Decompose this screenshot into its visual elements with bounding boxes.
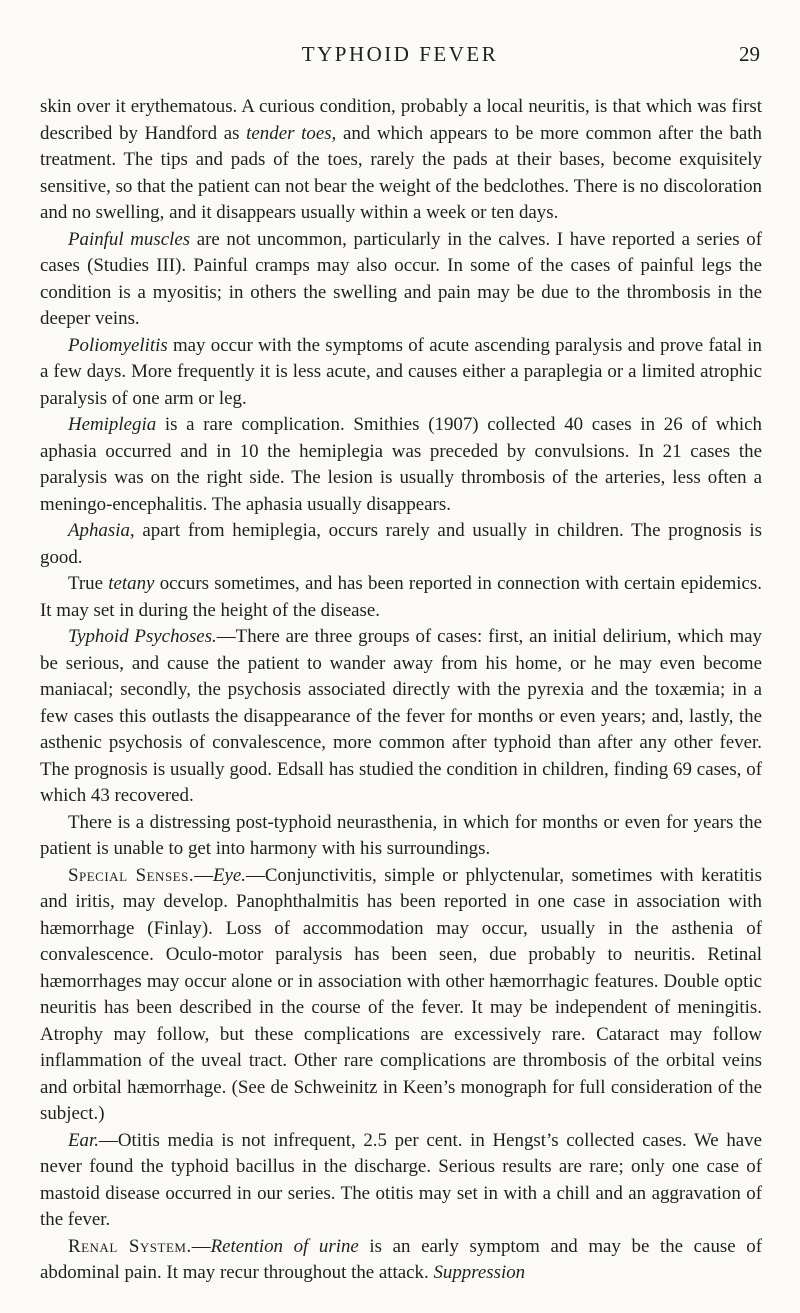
text-run: —There are three groups of cases: first, an initial delirium, which may be serious, and cause the patient to wander away from his home, or he may even become maniacal; secondly, the psychosis associated directly with the pyrexia and the toxæmia; in a few cases this outlasts the disappearance of the fever for months or even years; and, lastly, the asthenic psychosis of convalescence, more common after typhoid than after any other fever. The prognosis is usually good. Edsall has studied the condition in children, finding 69 cases, of which 43 recovered. <box>40 626 762 806</box>
text-run: There is a distressing post-typhoid neurasthenia, in which for months or even for years the patient is unable to get into harmony with his surroundings. <box>40 811 762 859</box>
section-heading: Renal System. <box>68 1235 192 1257</box>
text-run: skin over it erythematous. A curious condition, probably a local neuritis, is that which was first described by Handford as <box>40 96 762 144</box>
text-run: —Conjunctivitis, simple or phlyctenular, sometimes with keratitis and iritis, may develop. Panophthalmitis has been reported in one case in association with hæmorrhage (Finlay). Loss of accommodation may occur, usually in the asthenia of convalescence. Oculo-motor paralysis has been seen, due probably to neuritis. Retinal hæmorrhages may occur alone or in association with other hæmorrhagic features. Double optic neuritis has been described in the course of the fever. It may be independent of meningitis. Atrophy may follow, but these complications are excessively rare. Cataract may follow inflammation of the uveal tract. Other rare complications are thrombosis of the orbital veins and orbital hæmorrhage. (See de Schweinitz in Keen’s monograph for full consideration of the subject.) <box>40 864 763 1124</box>
italic-term: Eye. <box>212 864 246 886</box>
italic-term: Retention of urine <box>210 1235 359 1257</box>
page-header <box>40 42 760 72</box>
italic-term: Ear. <box>68 1129 99 1151</box>
text-run: —Otitis media is not infrequent, 2.5 per cent. in Hengst’s collected cases. We have never found the typhoid bacillus in the discharge. Serious results are rare; only one case of mastoid disease occurred in our series. The otitis may set in with a chill and an aggravation of the fever. <box>40 1129 762 1230</box>
paragraph-painful-muscles <box>40 227 762 333</box>
italic-term: Suppression <box>433 1262 526 1283</box>
text-run: True <box>68 573 109 594</box>
italic-term: Aphasia, <box>68 520 135 541</box>
text-run: apart from hemiplegia, occurs rarely and usually in children. The prognosis is good. <box>40 520 762 568</box>
italic-term: Hemiplegia <box>68 414 157 435</box>
section-heading: Special Senses. <box>68 864 195 886</box>
paragraph-typhoid-psychoses <box>40 624 762 810</box>
running-title: TYPHOID FEVER <box>301 42 499 66</box>
text-run: occurs sometimes, and has been reported in connection with certain epidemics. It may set in during the height of the disease. <box>40 573 763 621</box>
italic-term: tender toes, <box>246 122 337 144</box>
italic-term: Painful muscles <box>68 228 191 250</box>
italic-term: tetany <box>108 573 155 594</box>
paragraph-poliomyelitis <box>40 333 762 413</box>
text-run: are not uncommon, particularly in the calves. I have reported a series of cases (Studies III). Painful cramps may also occur. In some of the cases of painful legs the condition is a myositis; in others the swelling and pain may be due to the thrombosis in the deeper veins. <box>40 228 762 329</box>
text-run: may occur with the symptoms of acute ascending paralysis and prove fatal in a few days. More frequently it is less acute, and causes either a paraplegia or a limited atrophic paralysis of one arm or leg. <box>40 334 762 409</box>
text-run: — <box>194 864 213 886</box>
text-run: is a rare complication. Smithies (1907) collected 40 cases in 26 of which aphasia occurred and in 10 the hemiplegia was preceded by convulsions. In 21 cases the paralysis was on the right side. The lesion is usually thrombosis of the arteries, less often a meningo-encephalitis. The aphasia usually disappears. <box>40 414 762 515</box>
paragraph-special-senses-eye <box>40 863 762 1128</box>
paragraph-tender-toes <box>40 94 762 227</box>
paragraph-neurasthenia <box>40 810 762 863</box>
paragraph-renal-system <box>40 1234 762 1287</box>
italic-term: Poliomyelitis <box>68 334 168 356</box>
italic-term: Typhoid Psychoses. <box>68 626 217 647</box>
paragraph-aphasia <box>40 518 762 571</box>
page-body <box>40 94 762 1287</box>
text-run: and which appears to be more common after the bath treatment. The tips and pads of the toes, rarely the pads at their bases, become exquisitely sensitive, so that the patient can not bear the weight of the bedclothes. There is no discoloration and no swelling, and it disappears usually within a week or ten days. <box>40 122 762 223</box>
text-run: — <box>191 1235 211 1257</box>
paragraph-tetany <box>40 571 762 624</box>
page-number: 29 <box>739 42 760 66</box>
paragraph-hemiplegia <box>40 412 762 518</box>
paragraph-ear <box>40 1128 762 1234</box>
text-run: is an early symptom and may be the cause of abdominal pain. It may recur throughout the attack. <box>40 1235 762 1283</box>
